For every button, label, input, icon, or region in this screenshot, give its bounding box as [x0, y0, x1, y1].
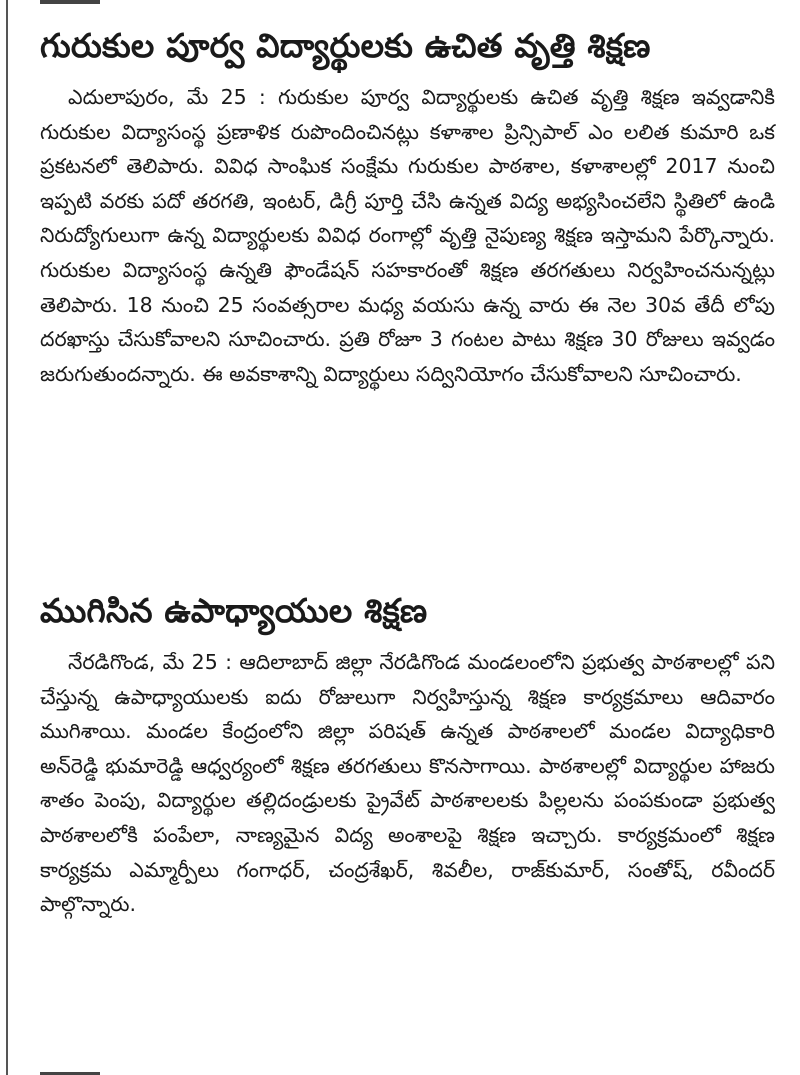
headline: గురుకుల పూర్వ విద్యార్థులకు ఉచిత వృత్తి శిక్షణ: [40, 26, 651, 65]
headline: ముగిసిన ఉపాధ్యాయుల శిక్షణ: [40, 591, 428, 630]
article-text: ఆదిలాబాద్ జిల్లా నేరడిగొండ మండలంలోని ప్రభుత్వ పాఠశాలల్లో పని చేస్తున్న ఉపాధ్యాయులకు ఐదు రోజులుగా నిర్వహిస్తున్న శిక్షణ కార్యక్రమాలు ఆదివారం ముగిశాయి. మండల కేంద్రంలోని జిల్లా పరిషత్ ఉన్నత పాఠశాలలో మండల విద్యాధికారి అన్‌రెడ్డి భుమారెడ్డి ఆధ్వర్యంలో శిక్షణ తరగతులు కొనసాగాయి. పాఠశాలల్లో విద్యార్థుల హాజరు శాతం పెంపు, విద్యార్థుల తల్లిదండ్రులకు ప్రైవేట్ పాఠశాలలకు పిల్లలను పంపకుండా ప్రభుత్వ పాఠశాలలోకి పంపేలా, నాణ్యమైన విద్య అంశాలపై శిక్షణ ఇచ్చారు. కార్యక్రమంలో శిక్షణ కార్యక్రమ ఎమ్మార్పీలు గంగాధర్, చంద్రశేఖర్, శివలీల, రాజ్‌కుమార్, సంతోష్, రవీందర్ పాల్గొన్నారు.: [40, 650, 775, 917]
article-body: [40, 645, 775, 922]
column-rule: [6, 0, 8, 1075]
article-text: గురుకుల పూర్వ విద్యార్థులకు ఉచిత వృత్తి శిక్షణ ఇవ్వడానికి గురుకుల విద్యాసంస్థ ప్రణాళిక రుపొందించినట్లు కళాశాల ప్రిన్సిపాల్ ఎం లలిత కుమారి ఒక ప్రకటనలో తెలిపారు. వివిధ సాంఘిక సంక్షేమ గురుకుల పాఠశాల, కళాశాలల్లో 2017 నుంచి ఇప్పటి వరకు పదో తరగతి, ఇంటర్, డిగ్రీ పూర్తి చేసి ఉన్నత విద్య అభ్యసించలేని స్థితిలో ఉండి నిరుద్యోగులుగా ఉన్న విద్యార్థులకు వివిధ రంగాల్లో వృత్తి నైపుణ్య శిక్షణ ఇస్తామని పేర్కొన్నారు. గురుకుల విద్యాసంస్థ ఉన్నతి ఫౌండేషన్ సహకారంతో శిక్షణ తరగతులు నిర్వహించనున్నట్లు తెలిపారు. 18 నుంచి 25 సంవత్సరాల మధ్య వయసు ఉన్న వారు ఈ నెల 30వ తేదీ లోపు దరఖాస్తు చేసుకోవాలని సూచించారు. ప్రతి రోజూ 3 గంటల పాటు శిక్షణ 30 రోజులు ఇవ్వడం జరుగుతుందన్నారు. ఈ అవకాశాన్ని విద్యార్థులు సద్వినియోగం చేసుకోవాలని సూచించారు.: [40, 85, 775, 386]
article-vocational-training: [40, 18, 775, 391]
dateline: నేరడిగొండ, మే 25 :: [68, 650, 233, 674]
article-teacher-training: [40, 583, 775, 922]
dateline: ఎదులాపురం, మే 25 :: [68, 85, 266, 109]
top-rule: [40, 0, 100, 4]
article-body: [40, 80, 775, 391]
